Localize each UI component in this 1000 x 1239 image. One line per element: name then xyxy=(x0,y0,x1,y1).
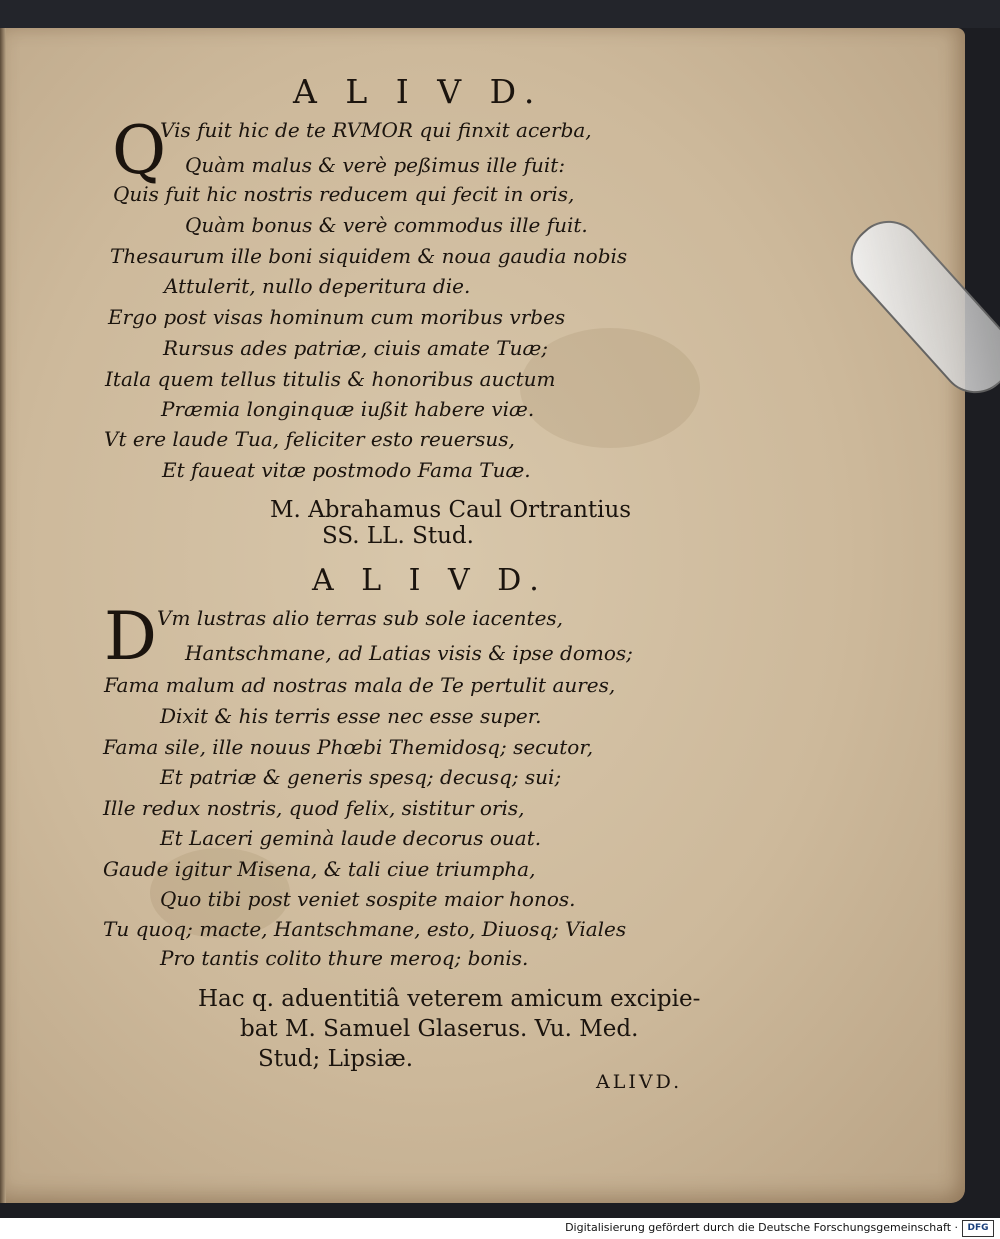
poem1-line: Quis fuit hic nostris reducem qui fecit in oris, xyxy=(113,182,575,206)
poem1-line: Præmia longinquæ iußit habere viæ. xyxy=(161,397,535,421)
poem2-line: Dixit & his terris esse nec esse super. xyxy=(160,704,542,728)
poem2-signature-line: Hac q. aduentitiâ veterem amicum excipie- xyxy=(198,986,701,1012)
poem1-line: Et faueat vitæ postmodo Fama Tuæ. xyxy=(162,458,531,482)
poem1-line: Vis fuit hic de te RVMOR qui finxit acerba, xyxy=(160,118,592,142)
poem2-line: Hantschmane, ad Latias visis & ipse domos; xyxy=(185,641,633,665)
scanner-top-border xyxy=(0,0,1000,28)
poem1-heading: A L I V D. xyxy=(293,72,544,111)
poem1-line: Quàm malus & verè peßimus ille fuit: xyxy=(185,153,566,177)
poem2-line: Pro tantis colito thure meroq; bonis. xyxy=(160,946,529,970)
poem2-line: Fama malum ad nostras mala de Te pertulit aures, xyxy=(104,673,616,697)
poem2-line: Tu quoq; macte, Hantschmane, esto, Diuosq; Viales xyxy=(103,917,627,941)
poem1-line: Itala quem tellus titulis & honoribus auctum xyxy=(105,367,556,391)
poem1-line: Thesaurum ille boni siquidem & noua gaudia nobis xyxy=(110,244,628,268)
page-binding-edge xyxy=(0,28,6,1203)
poem1-line: Rursus ades patriæ, ciuis amate Tuæ; xyxy=(163,336,548,360)
poem2-line: Et patriæ & generis spesq; decusq; sui; xyxy=(160,765,562,789)
poem1-line: Vt ere laude Tua, feliciter esto reuersus, xyxy=(104,427,515,451)
dfg-logo[interactable]: DFG xyxy=(962,1220,994,1237)
poem2-dropcap: D xyxy=(104,598,157,675)
poem1-signature-title: SS. LL. Stud. xyxy=(322,523,474,549)
poem2-signature-line: bat M. Samuel Glaserus. Vu. Med. xyxy=(240,1016,639,1042)
poem1-signature-name: M. Abrahamus Caul Ortrantius xyxy=(270,497,632,523)
poem2-line: Quo tibi post veniet sospite maior honos. xyxy=(160,887,576,911)
catchword: ALIVD. xyxy=(596,1071,683,1093)
poem2-heading: A L I V D. xyxy=(312,563,548,598)
funding-credit: Digitalisierung gefördert durch die Deutsche Forschungsgemeinschaft · xyxy=(565,1221,958,1234)
poem2-signature-line: Stud; Lipsiæ. xyxy=(258,1046,414,1072)
poem2-line: Ille redux nostris, quod felix, sistitur oris, xyxy=(103,796,525,820)
poem1-dropcap: Q xyxy=(112,112,167,189)
poem1-line: Quàm bonus & verè commodus ille fuit. xyxy=(185,213,588,237)
poem1-line: Ergo post visas hominum cum moribus vrbes xyxy=(108,305,566,329)
footer-bar xyxy=(0,1218,1000,1239)
poem1-line: Attulerit, nullo deperitura die. xyxy=(164,274,471,298)
poem2-line: Gaude igitur Misena, & tali ciue triumpha, xyxy=(103,857,536,881)
poem2-line: Fama sile, ille nouus Phœbi Themidosq; secutor, xyxy=(103,735,594,759)
poem2-line: Vm lustras alio terras sub sole iacentes, xyxy=(157,606,564,630)
poem2-line: Et Laceri geminà laude decorus ouat. xyxy=(160,826,542,850)
